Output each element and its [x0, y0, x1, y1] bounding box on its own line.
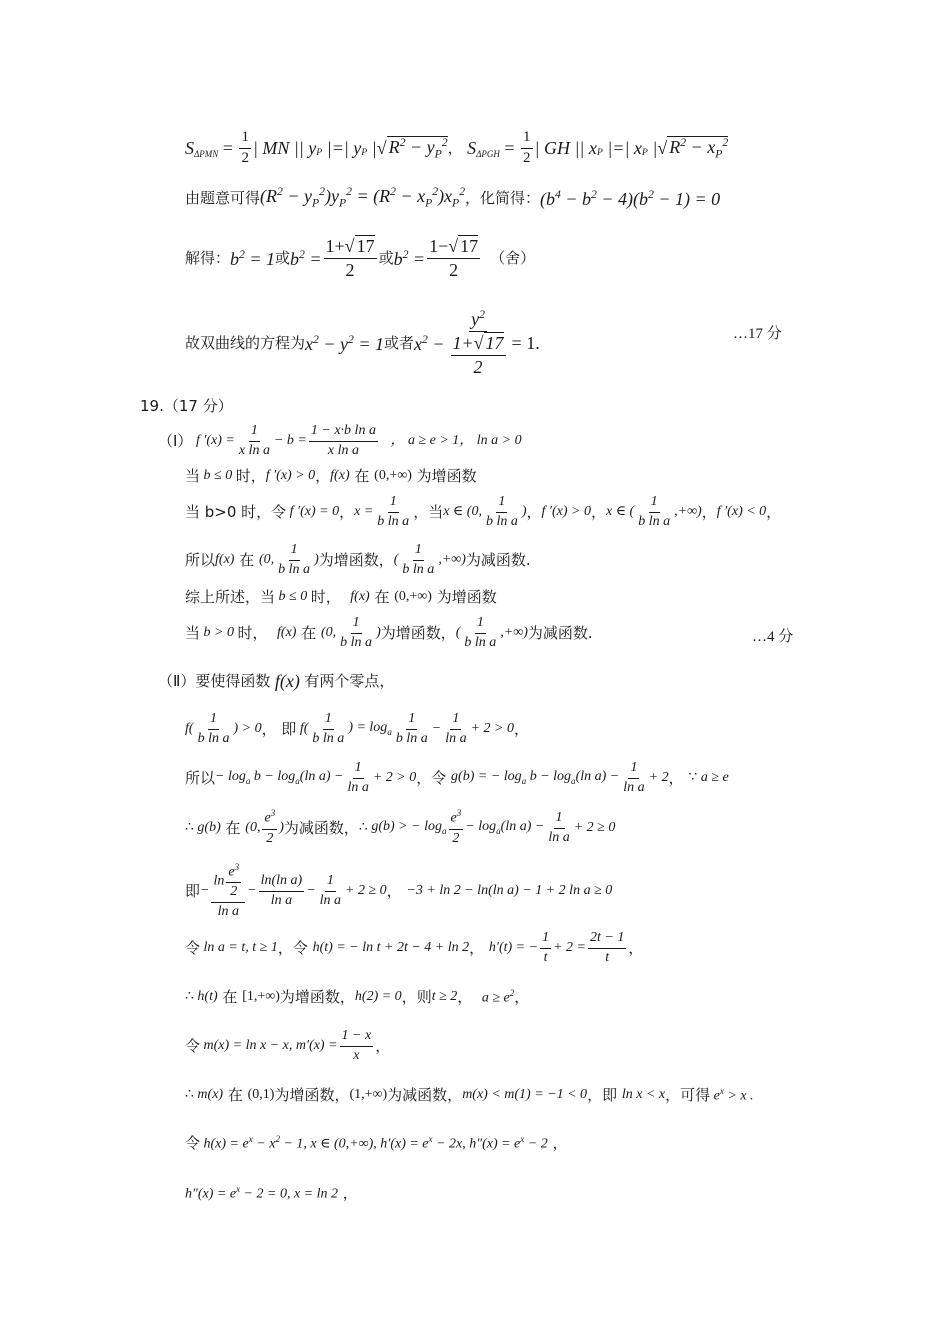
case-b-le-0: 当 b ≤ 0 时， f ′(x) > 0 ， f(x) 在 (0,+∞) 为增函数 — [185, 466, 477, 485]
part2-h-second-derivative: $h''(x) = e^x - 2 = 0$, x = ln 2 ， — [185, 1183, 358, 1202]
part2-g-decreasing: ∴ g(b) 在 (0, $\frac{e^3}{2}$ ) 为减函数， ∴ g(b) > − $\log_a$ $\frac{e^3}{2}$ − $\log_a(\ln$ a) − $\frac{1}{\text{ln a}}$ + 2 ≥ 0 — [185, 808, 616, 846]
eq-condition-line: 由题意可得 $(R^2 - y_P^2)y_P^2 = (R^2 - x_P^2)x_P^2$ ，化简得： $(b^4 - b^2 - 4)(b^2 - 1) = 0$ — [185, 185, 721, 210]
question-19-header: 19.（17 分） — [140, 396, 233, 415]
part2-intro: （Ⅱ）要使得函数 f(x) 有两个零点， — [158, 671, 395, 691]
eq-area-line: S $_{\Delta PMN}$ = $\frac{1}{2}$ | MN || y $_P$ |=| y $_P$ | √ $R^2 - y_P^2$ ， S $_{\Delta PGH}$ = $\frac{1}{2}$ | GH || x $_P$ |=| x $_P$ | √ $R^2 - x_P^2$ — [185, 128, 729, 166]
case-b-gt-0: 当 b>0 时，令 f ′(x) = 0 ， x = $\frac{1}{\text{b ln a}}$ ，当 x ∈ (0, $\frac{1}{\text{b ln a}}$ ) ， f ′(x) > 0 ， x ∈ ( $\frac{1}{\text{b ln a}}$ ,+∞) ， f ′(x) < 0 ， — [185, 493, 782, 529]
summary-b-gt-0: 当 b > 0 时， f(x) 在 (0, $\frac{1}{\text{b ln a}}$ ) 为增函数， ( $\frac{1}{\text{b ln a}}$ ,+∞) 为减函数. — [185, 614, 593, 650]
part2-m-define: 令 m(x) = ln x − x, m′(x) = $\frac{1 - x}{x}$ ， — [185, 1027, 391, 1063]
part2-h-define: 令 ln a = t, t ≥ 1 ，令 h(t) = − ln t + 2t − 4 + ln 2 ， h′(t) = − $\frac{1}{t}$ + 2 = $\frac{2t - 1}{t}$ ， — [185, 929, 644, 965]
part2-inequality: 即 − ln $\frac{e^3}{2}$ ln a − $\frac{\text{ln(ln a)}}{\text{ln a}}$ − $\frac{1}{\text{ln a}}$ + 2 ≥ 0 ， −3 + ln 2 − ln(ln a) − 1 + 2 ln a ≥ 0 — [185, 861, 613, 919]
eq-solve-line: 解得： $b^2 = 1$ 或 $b^2$ = $\frac{1+√ 17}{2}$ 或 $b^2$ = $\frac{1-√ 17}{2}$ （舍） — [185, 235, 536, 280]
so-monotonic: 所以 f(x) 在 (0, $\frac{1}{\text{b ln a}}$ ) 为增函数， ( $\frac{1}{\text{b ln a}}$ ,+∞) 为减函数. — [185, 541, 531, 577]
score-4: …4 分 — [752, 629, 794, 645]
part2-m-monotonic: ∴ m(x) 在 (0,1) 为增函数， (1,+∞) 为减函数， m(x) < m(1) = −1 < 0 ，即 ln x < x ，可得 $e^x > x$ . — [185, 1085, 754, 1104]
part2-g-define: 所以 − $\log_a b - \log_a(\ln$ a) − $\frac{1}{\text{ln a}}$ + 2 > 0 ，令 g(b) = − $\log_a b - \log_a(\ln$ a) − $\frac{1}{\text{ln a}}$ + 2 ， ∵ a ≥ e — [185, 759, 729, 795]
score-17: …17 分 — [733, 326, 782, 342]
summary-b-le-0: 综上所述， 当 b ≤ 0 时， f(x) 在 (0,+∞) 为增函数 — [185, 587, 497, 606]
part2-h-increasing: ∴ h(t) 在 [1,+∞) 为增函数， h(2) = 0 ， 则 t ≥ 2 ， $a \ge e^2$ ， — [185, 987, 530, 1006]
part2-h-exp-define: 令 $h(x) = e^x - x^2 - 1$, x ∈ (0,+∞), $h'(x) = e^x - 2x$, $h''(x) = e^x - 2$ ， — [185, 1133, 568, 1152]
part1-derivative: （Ⅰ） f ′(x) = $\frac{1}{\text{x ln a}}$ − b = $\frac{\text{1 − x·b ln a}}{\text{x ln a}}$ ， a ≥ e > 1， ln a > 0 — [158, 422, 522, 458]
part2-f-positive: f( $\frac{1}{\text{b ln a}}$ ) > 0 ， 即 f( $\frac{1}{\text{b ln a}}$ ) = $\log_a$ $\frac{1}{\text{b ln a}}$ − $\frac{1}{\text{ln a}}$ + 2 > 0 ， — [185, 710, 530, 746]
eq-hyperbola-line: 故双曲线的方程为 $x^2 - y^2 = 1$ 或者 $x^2$ − $\frac{y^2}{\frac{1+√ 17}{2}}$ = 1. — [185, 308, 540, 377]
